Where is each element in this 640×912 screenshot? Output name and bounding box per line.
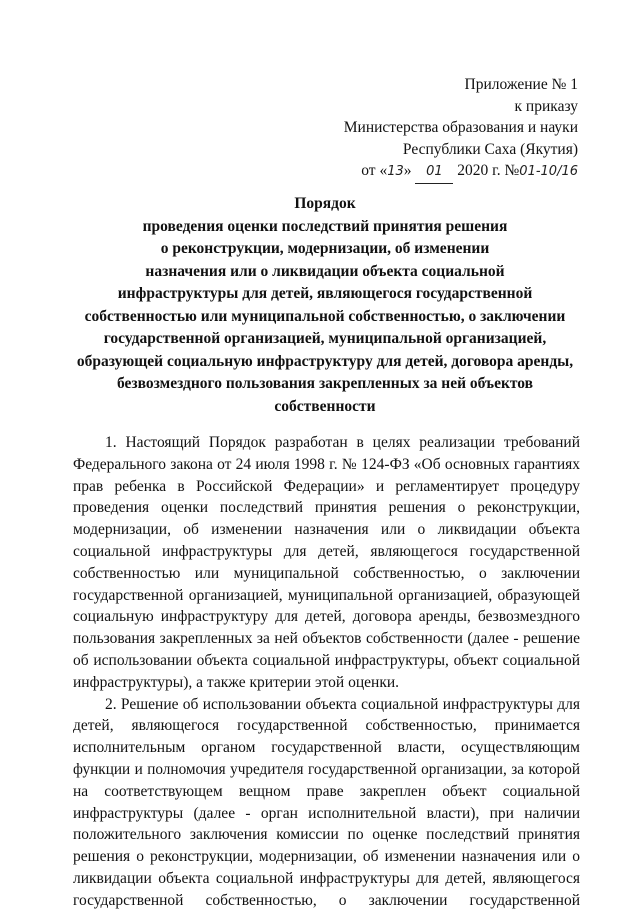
body-line: государственной организацией, муниципальной организацией, образующей: [73, 586, 580, 604]
title-line: проведения оценки последствий принятия решения: [142, 217, 508, 235]
date-prefix: от «: [361, 162, 388, 179]
body-line: собственностью или муниципальной собственностью, о заключении: [73, 564, 580, 582]
title-line: безвозмездного пользования закрепленных за ней объектов: [116, 375, 534, 392]
body-line: функции и полномочия учредителя государственной организации, за которой: [73, 760, 580, 778]
body-line: инфраструктуры), а также критерии этой оценки.: [73, 673, 400, 691]
paragraph-1: [73, 432, 580, 694]
document-title: [70, 193, 580, 418]
title-line: образующей социальную инфраструктуру для детей, договора аренды,: [76, 352, 574, 370]
body-line: Федерального закона от 24 июля 1998 г. № 124-ФЗ «Об основных гарантиях: [73, 455, 580, 473]
title-line: собственности: [274, 397, 376, 415]
title-line: назначения или о ликвидации объекта социальной: [145, 262, 505, 280]
body-line: детей, являющегося государственной собственностью, принимается: [73, 717, 580, 735]
body-line: решения о реконструкции, модернизации, об изменении назначения или о: [73, 848, 580, 866]
body-line: ликвидации объекта социальной инфраструктуры для детей, являющегося: [73, 869, 580, 887]
date-mid: »: [403, 162, 412, 179]
date-month-handwritten: 01: [415, 161, 453, 184]
republic-name: Республики Саха (Якутия): [402, 140, 578, 158]
body-line: социальную инфраструктуру для детей, договора аренды, безвозмездного: [73, 608, 580, 626]
paragraph-2: [73, 694, 580, 912]
title-line: собственностью или муниципальной собственностью, о заключении: [84, 307, 566, 325]
body-line: пользования закрепленных за ней объектов собственности (далее - решение: [73, 630, 580, 648]
doc-number-handwritten: 01-10/16: [519, 164, 578, 179]
body-line: положительного заключения комиссии по оценке последствий принятия: [73, 826, 580, 844]
document-body: [73, 432, 580, 912]
title-line: Порядок: [294, 195, 356, 212]
body-line: 2. Решение об использовании объекта социальной инфраструктуры для: [105, 695, 580, 713]
body-line: исполнительным органом государственной власти, осуществляющим: [73, 739, 580, 757]
body-line: государственной собственностью, о заключении государственной: [73, 891, 580, 909]
title-line: о реконструкции, модернизации, об изменении: [160, 240, 490, 257]
date-year: 2020 г. №: [457, 162, 520, 179]
body-line: 1. Настоящий Порядок разработан в целях реализации требований: [105, 434, 580, 451]
body-line: инфраструктуры (далее - орган исполнительной власти), при наличии: [73, 804, 580, 822]
ministry-name: Министерства образования и науки: [343, 119, 578, 136]
body-line: на соответствующем вещном праве закреплен объект социальной: [73, 782, 580, 800]
body-line: социальной инфраструктуры для детей, являющегося государственной: [73, 542, 580, 560]
appendix-number: Приложение № 1: [464, 76, 578, 93]
title-line: инфраструктуры для детей, являющегося государственной: [117, 285, 533, 302]
appendix-header: [318, 74, 578, 184]
body-line: модернизации, об изменении назначения или о ликвидации объекта: [73, 521, 580, 539]
date-day-handwritten: 13: [387, 164, 404, 179]
order-date-line: [318, 160, 578, 184]
body-line: проведения оценки последствий принятия решения о реконструкции,: [73, 499, 580, 517]
order-reference: к приказу: [514, 97, 578, 115]
title-line: государственной организацией, муниципальной организацией,: [103, 330, 547, 347]
body-line: об использовании объекта социальной инфраструктуры, объект социальной: [73, 651, 580, 669]
body-line: прав ребенка в Российской Федерации» и регламентирует процедуру: [73, 477, 580, 495]
